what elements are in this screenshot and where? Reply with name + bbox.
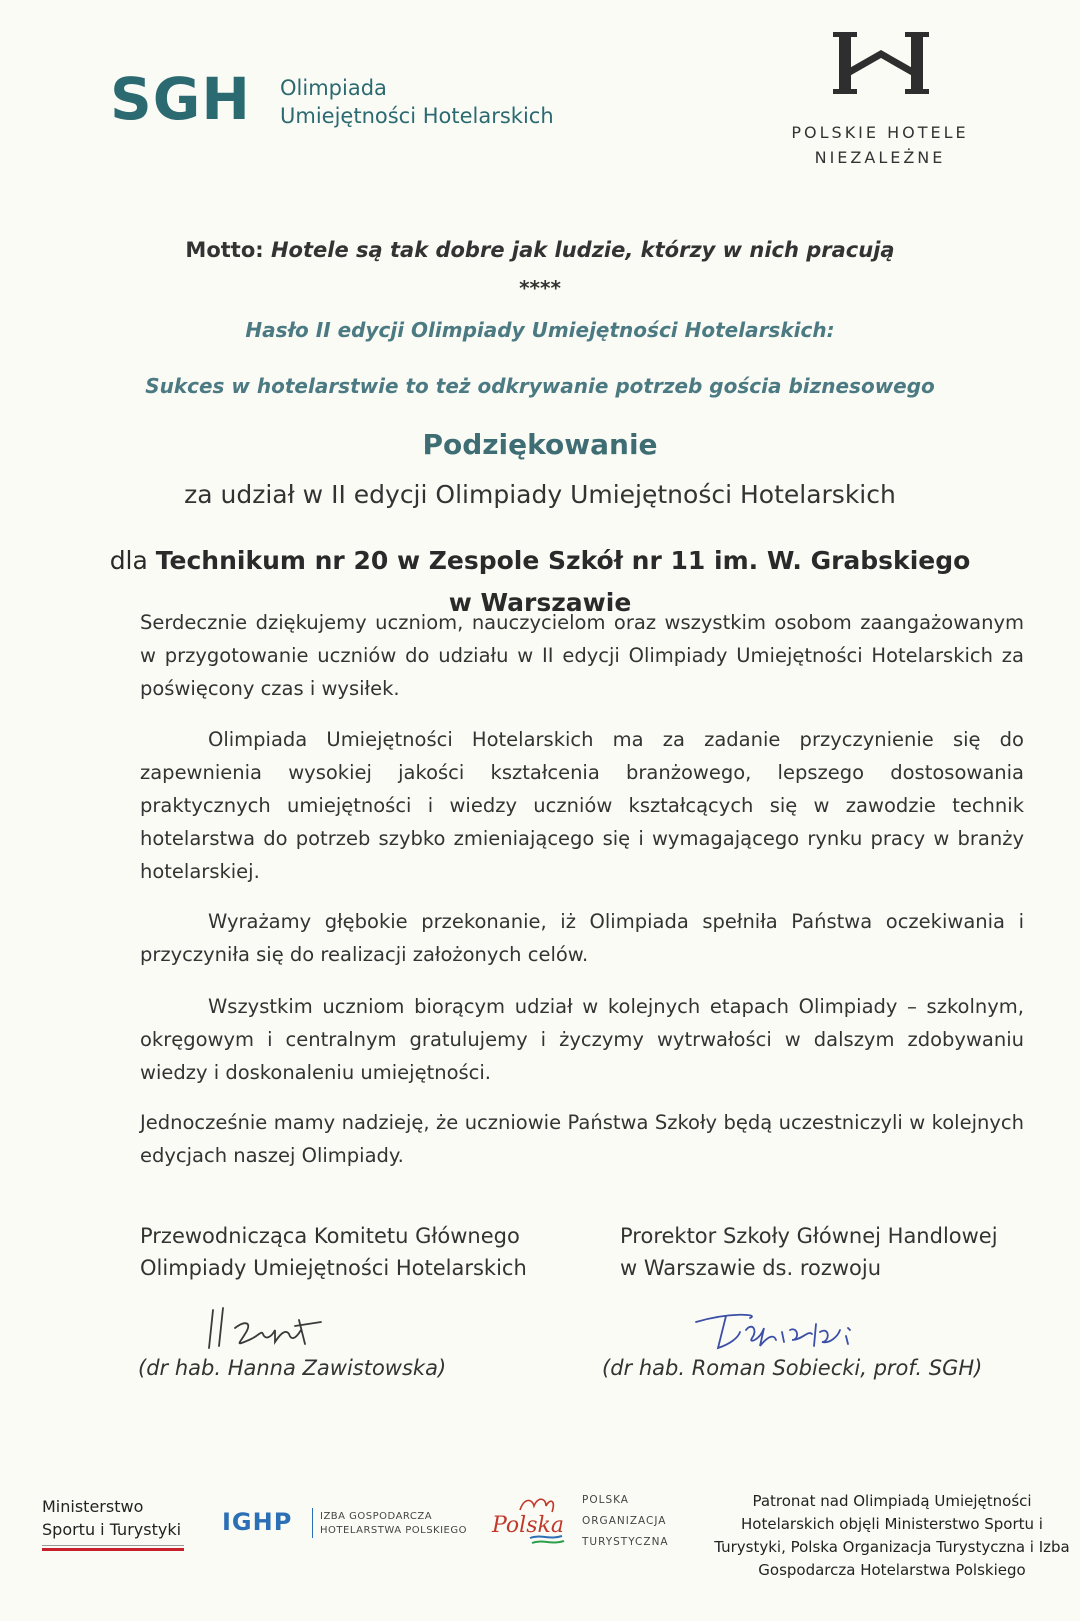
polska-brand-logo-icon: [490, 1490, 570, 1550]
recipient-name: Technikum nr 20 w Zespole Szkół nr 11 im. W. Grabskiego: [155, 546, 971, 575]
patronage-note: Patronat nad Olimpiadą Umiejętności Hotelarskich objęli Ministerstwo Sportu i Turystyki, Polska Organizacja Turystyczna i Izba Gospodarcza Hotelarstwa Polskiego: [714, 1492, 1070, 1579]
right-signatory-title: [620, 1220, 998, 1284]
recipient-prefix: dla: [109, 546, 156, 575]
pot-line3: TURYSTYCZNA: [582, 1536, 669, 1548]
ighp-separator: [312, 1508, 313, 1538]
body-paragraph-3: Wyrażamy głębokie przekonanie, iż Olimpiada spełniła Państwa oczekiwania i przyczyniła się do realizacji założonych celów.: [140, 910, 1024, 966]
right-title-line1: Prorektor Szkoły Głównej Handlowej: [620, 1224, 998, 1248]
sgh-olympiad-name: [280, 74, 554, 130]
polskie-hotele-logo-icon: [833, 30, 929, 100]
recipient-city: w Warszawie: [448, 588, 632, 617]
right-title-line2: w Warszawie ds. rozwoju: [620, 1256, 882, 1280]
ministry-line1: Ministerstwo: [42, 1497, 144, 1516]
polskie-hotele-name: [760, 120, 1000, 170]
left-handwritten-signature: [205, 1300, 345, 1360]
ighp-line2: HOTELARSTWA POLSKIEGO: [320, 1525, 467, 1536]
pot-line2: ORGANIZACJA: [582, 1515, 667, 1527]
sgh-logo: SGH: [110, 65, 251, 133]
document-title: Podziękowanie: [422, 428, 658, 461]
ighp-name: [320, 1510, 467, 1538]
ministry-flag-red-line: [42, 1548, 184, 1551]
motto-label: Motto:: [185, 238, 264, 262]
ighp-line1: IZBA GOSPODARCZA: [320, 1511, 433, 1522]
right-signatory-name: (dr hab. Roman Sobiecki, prof. SGH): [602, 1356, 983, 1380]
left-title-line1: Przewodnicząca Komitetu Głównego: [140, 1224, 520, 1248]
left-signatory-name: (dr hab. Hanna Zawistowska): [138, 1356, 447, 1380]
left-signatory-title: [140, 1220, 527, 1284]
body-paragraph-4: Wszystkim uczniom biorącym udział w kolejnych etapach Olimpiady – szkolnym, okręgowym i centralnym gratulujemy i życzymy wytrwałości w dalszym zdobywaniu wiedzy i doskonaleniu umiejętności.: [140, 995, 1024, 1084]
motto-text: Hotele są tak dobre jak ludzie, którzy w nich pracują: [270, 238, 895, 262]
right-handwritten-signature: [690, 1300, 890, 1360]
ministry-flag-top-line: [42, 1545, 184, 1546]
body-paragraph-2: Olimpiada Umiejętności Hotelarskich ma za zadanie przyczynienie się do zapewnienia wysokiej jakości kształcenia branżowego, lepszego dostosowania praktycznych umiejętności i wiedzy uczniów kształcących się w zawodzie technik hotelarstwa do potrzeb szybko zmieniającego się i wymagającego rynku pracy w branży hotelarskiej.: [140, 728, 1024, 883]
left-title-line2: Olimpiady Umiejętności Hotelarskich: [140, 1256, 527, 1280]
pot-line1: POLSKA: [582, 1494, 629, 1506]
sgh-sub-line2: Umiejętności Hotelarskich: [280, 104, 554, 128]
phn-line2: NIEZALEŻNE: [814, 148, 946, 167]
haslo-intro: Hasło II edycji Olimpiady Umiejętności Hotelarskich:: [245, 318, 835, 342]
document-subtitle: za udział w II edycji Olimpiady Umiejętności Hotelarskich: [184, 480, 896, 509]
separator-stars: ****: [519, 276, 561, 300]
ministry-logo: [42, 1495, 181, 1541]
phn-line1: POLSKIE HOTELE: [791, 123, 969, 142]
motto: [0, 238, 1080, 262]
body-paragraph-1: Serdecznie dziękujemy uczniom, nauczycielom oraz wszystkim osobom zaangażowanym w przygotowanie uczniów do udziału w II edycji Olimpiady Umiejętności Hotelarskich za poświęcony czas i wysiłek.: [140, 611, 1024, 700]
ighp-logo: IGHP: [222, 1508, 293, 1536]
pot-name: [582, 1490, 669, 1553]
body-paragraph-5: Jednocześnie mamy nadzieję, że uczniowie Państwa Szkoły będą uczestniczyli w kolejnych edycjach naszej Olimpiady.: [140, 1111, 1024, 1167]
ministry-line2: Sportu i Turystyki: [42, 1520, 182, 1539]
haslo-text: Sukces w hotelarstwie to też odkrywanie potrzeb gościa biznesowego: [145, 374, 935, 398]
svg-text:Polska: Polska: [492, 1513, 564, 1538]
sgh-sub-line1: Olimpiada: [280, 76, 387, 100]
